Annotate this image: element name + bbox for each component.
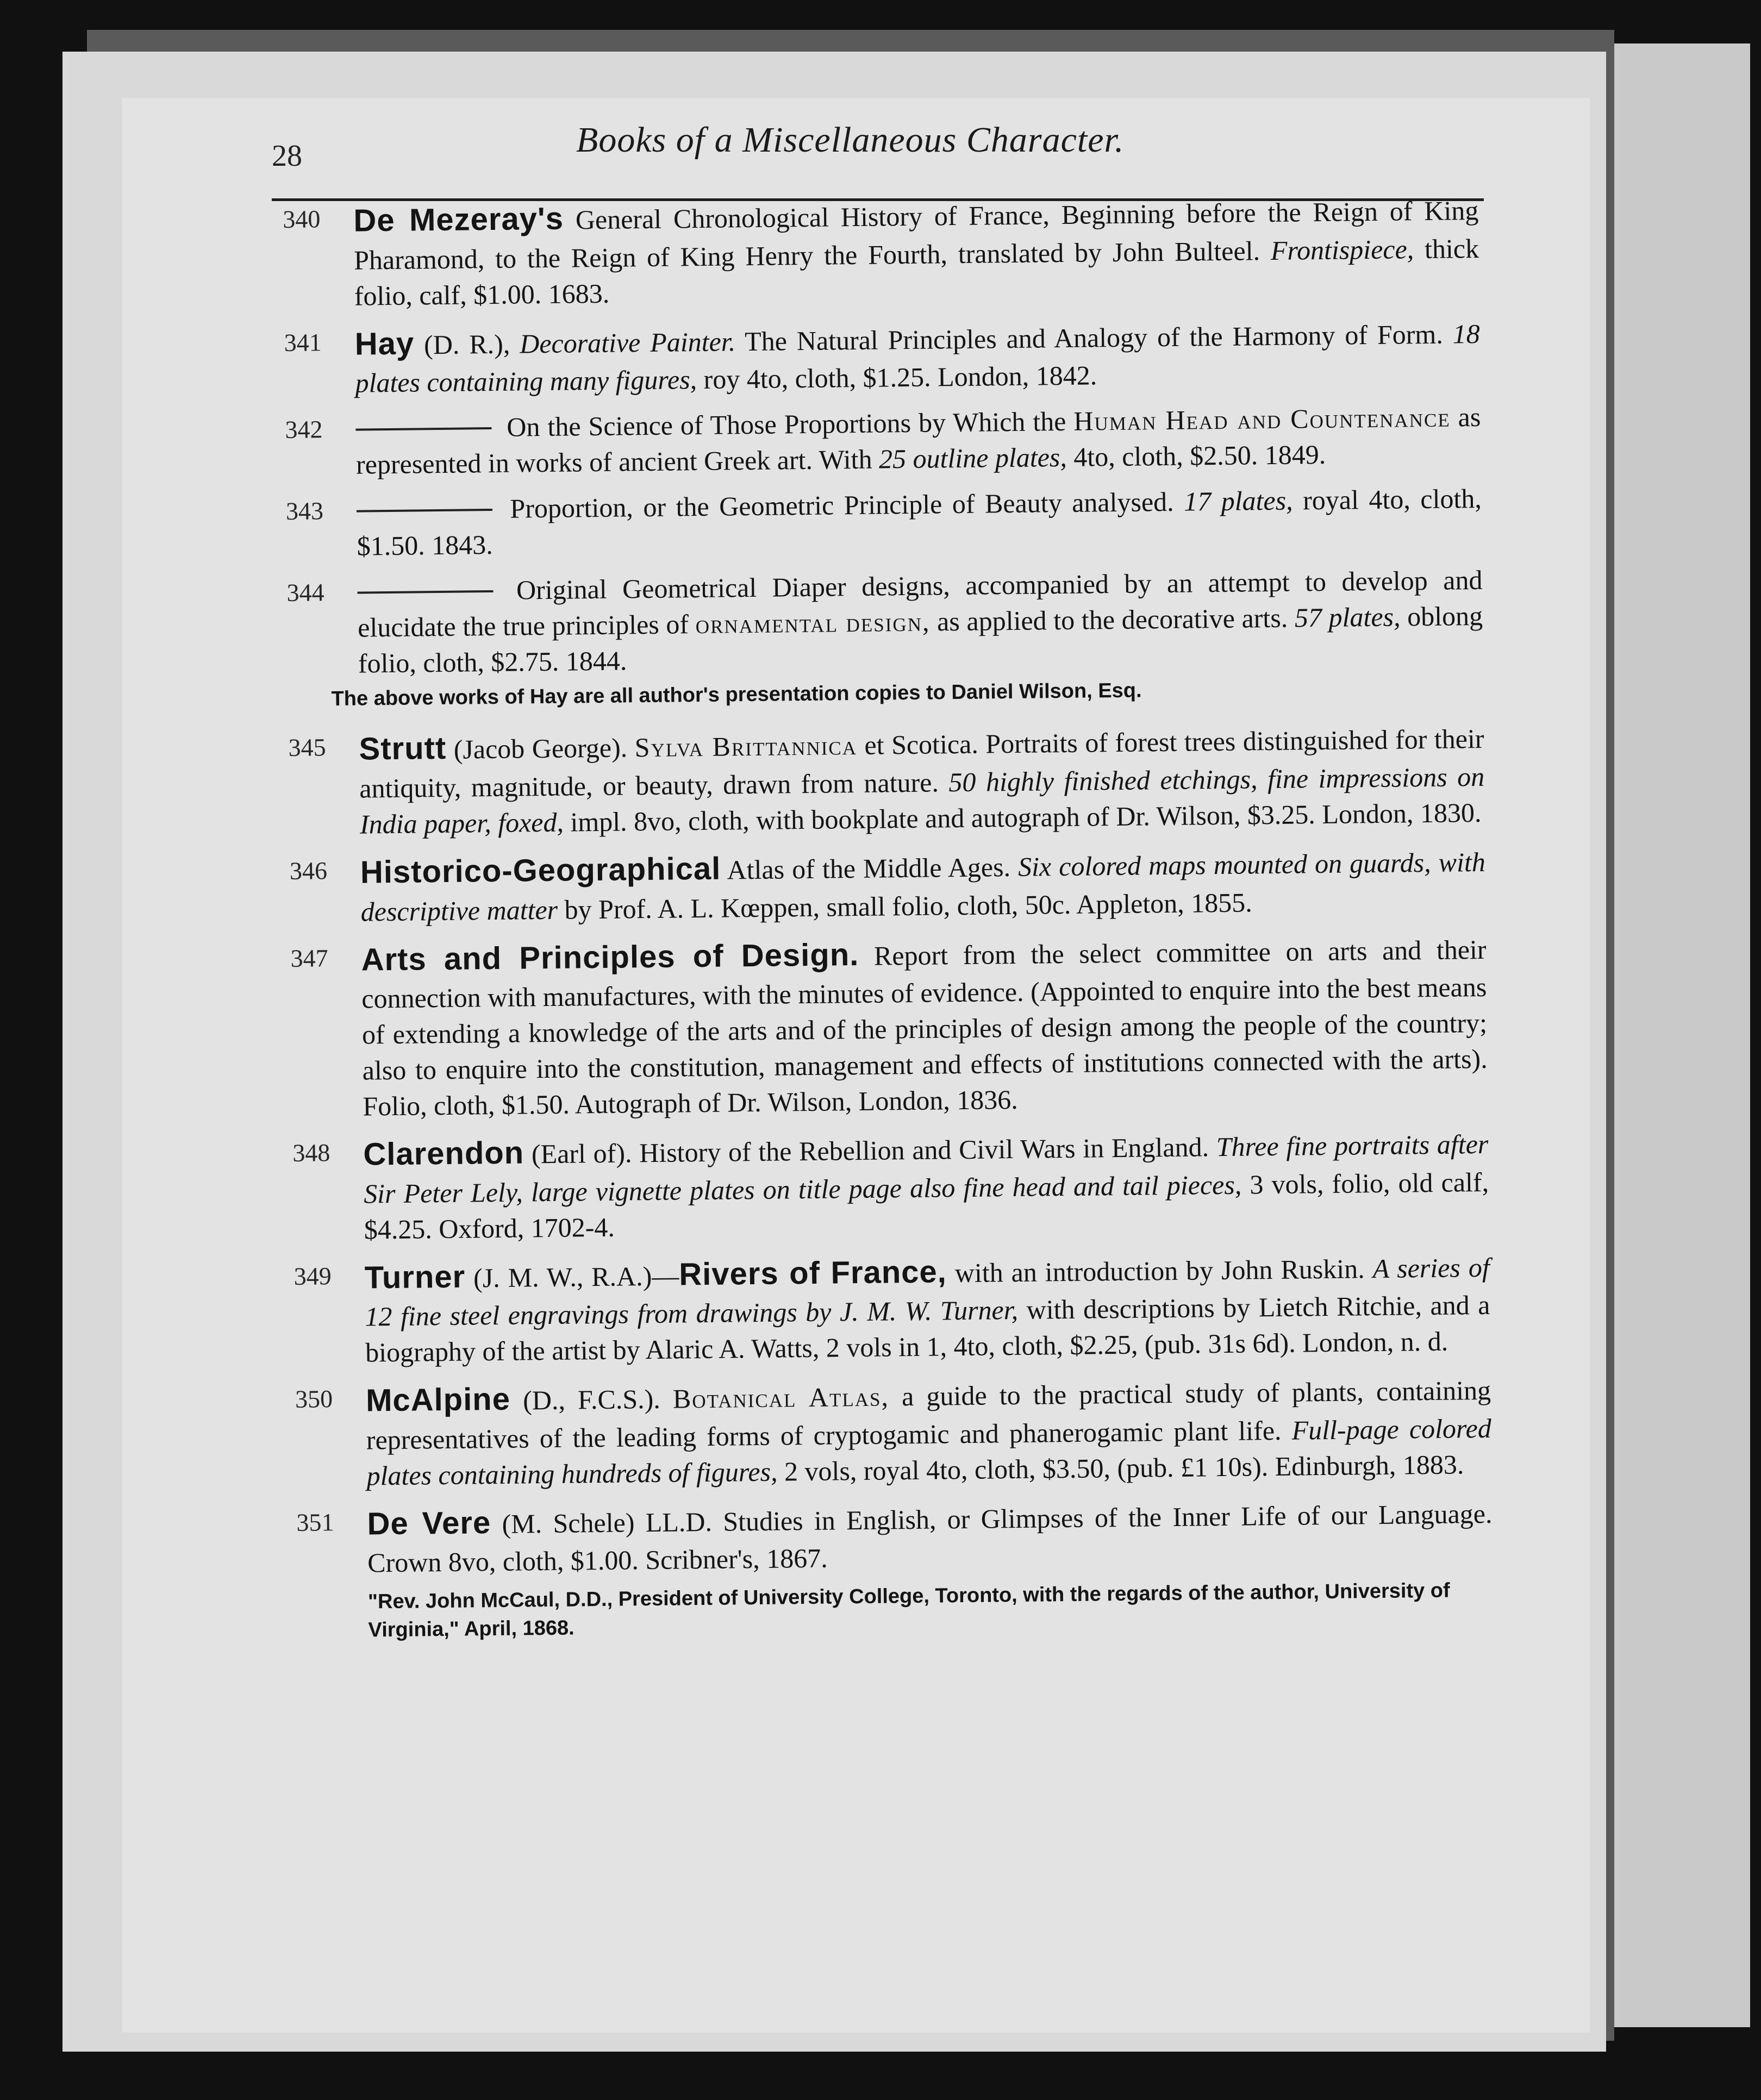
entry-small-caps: Human Head and Countenance bbox=[1073, 402, 1451, 436]
entry-text: History of the Rebellion and Civil Wars in England. bbox=[639, 1132, 1209, 1168]
entry-number: 349 bbox=[294, 1261, 332, 1290]
entry-text: a guide to the practical study of plants, containing representatives of the leading forms of cryptogamic and phanerogamic plant life. bbox=[366, 1375, 1491, 1455]
entry-author: De Vere bbox=[367, 1504, 491, 1542]
entry-author-detail: (Jacob George). bbox=[453, 732, 628, 765]
entry-number: 340 bbox=[283, 205, 321, 233]
entry-small-caps: Sylva Brittannica bbox=[634, 730, 858, 763]
entry-author-detail: (D., F.C.S.). bbox=[522, 1384, 661, 1416]
entry-text-continued: as applied to the decorative arts. bbox=[936, 602, 1288, 637]
entry-author: Historico-Geographical bbox=[360, 851, 721, 890]
entry-author: Clarendon bbox=[363, 1135, 524, 1172]
facing-page-edge bbox=[1609, 43, 1750, 2027]
catalogue-entry-340 bbox=[283, 189, 1479, 315]
entry-author: Hay bbox=[354, 326, 415, 362]
entry-italic: Three fine portraits after Sir Peter Lely, large vignette plates on title page also fine head and tail pieces, bbox=[363, 1128, 1489, 1209]
catalogue-entry-348 bbox=[292, 1122, 1489, 1248]
entry-number: 346 bbox=[289, 857, 328, 885]
entry-number: 347 bbox=[290, 943, 328, 972]
catalogue-entry-343 bbox=[286, 480, 1482, 565]
entry-number: 350 bbox=[295, 1385, 333, 1414]
ditto-dash bbox=[355, 427, 491, 431]
entry-italic: 25 outline plates, bbox=[878, 442, 1067, 474]
ditto-dash bbox=[358, 590, 494, 594]
catalogue-entry-347 bbox=[290, 927, 1488, 1125]
entry-author: Strutt bbox=[359, 730, 447, 767]
catalogue-entry-346 bbox=[290, 840, 1486, 930]
entry-title-bold: Rivers of France, bbox=[678, 1253, 947, 1292]
entry-author-detail: (Earl of). bbox=[531, 1138, 632, 1170]
entry-italic: Six colored maps mounted on guards, with descriptive matter bbox=[360, 846, 1486, 927]
entry-number: 348 bbox=[292, 1139, 330, 1167]
catalogue-entries bbox=[283, 189, 1494, 1645]
running-head bbox=[272, 109, 1484, 185]
entry-tail: by Prof. A. L. Kœppen, small folio, cloth, 50c. Appleton, 1855. bbox=[564, 886, 1252, 925]
entry-tail: roy 4to, cloth, $1.25. London, 1842. bbox=[703, 360, 1097, 395]
entry-author: De Mezeray's bbox=[353, 201, 564, 239]
entry-author-detail: (M. Schele) LL.D. bbox=[502, 1506, 713, 1539]
devere-inscription-note: "Rev. John McCaul, D.D., President of University College, Toronto, with the regards of the author, University of Virginia," April, 1868. bbox=[367, 1579, 1450, 1642]
entry-number: 351 bbox=[296, 1508, 334, 1536]
entry-tail: oblong folio, cloth, $2.75. 1844. bbox=[358, 601, 1483, 679]
entry-tail: 4to, cloth, $2.50. 1849. bbox=[1073, 439, 1326, 472]
entry-author-detail: (J. M. W., R.A.)— bbox=[473, 1260, 679, 1293]
entry-text: Studies in English, or Glimpses of the Inner Life of our Language. Crown 8vo, cloth, $1.00. Scribner's, 1867. bbox=[367, 1498, 1493, 1578]
entry-text: General Chronological History of France, Beginning before the Reign of King Pharamond, to the Reign of King Henry the Fourth, translated by John Bulteel. bbox=[353, 195, 1479, 276]
hay-presentation-note: The above works of Hay are all author's presentation copies to Daniel Wilson, Esq. bbox=[331, 679, 1142, 711]
entry-tail: impl. 8vo, cloth, with bookplate and autograph of Dr. Wilson, $3.25. London, 1830. bbox=[570, 797, 1482, 838]
entry-small-caps: ornamental design, bbox=[695, 606, 931, 640]
entry-tail: 3 vols, folio, old calf, $4.25. Oxford, 1702-4. bbox=[364, 1166, 1489, 1245]
entry-text-continued: as represented in works of ancient Greek art. With bbox=[355, 402, 1481, 480]
entry-text: Report from the select committee on arts and their connection with manufactures, with the minutes of evidence. (Appointed to enquire into the best means of extending a knowledge of the arts and of the principles of design among the people of the country; also to enquire into the constitution, management and effects of institutions connected with the arts). Folio, cloth, $1.50. Autograph of Dr. Wilson, London, 1836. bbox=[361, 934, 1488, 1122]
running-title: Books of a Miscellaneous Character. bbox=[576, 120, 1125, 160]
entry-text: with an introduction by John Ruskin. bbox=[954, 1253, 1365, 1288]
entry-tail: 2 vols, royal 4to, cloth, $3.50, (pub. £1 10s). Edinburgh, 1883. bbox=[784, 1449, 1464, 1487]
catalogue-entry-345 bbox=[288, 717, 1485, 843]
entry-tail: royal 4to, cloth, $1.50. 1843. bbox=[357, 483, 1482, 561]
entry-text: et Scotica. Portraits of forest trees distinguished for their antiquity, magnitude, or beauty, drawn from nature. bbox=[359, 723, 1484, 804]
catalogue-entry-349 bbox=[294, 1246, 1490, 1372]
entry-text: Proportion, or the Geometric Principle of Beauty analysed. bbox=[510, 486, 1174, 524]
entry-number: 343 bbox=[285, 497, 324, 526]
entry-text: The Natural Principles and Analogy of the Harmony of Form. bbox=[744, 318, 1444, 357]
catalogue-entry-344 bbox=[286, 562, 1483, 682]
entry-italic-plates: 18 plates containing many figures, bbox=[355, 318, 1480, 398]
page-number: 28 bbox=[272, 139, 302, 173]
catalogue-entry-341 bbox=[284, 311, 1480, 402]
entry-number: 342 bbox=[285, 415, 323, 444]
entry-author-detail: (D. R.), bbox=[423, 328, 510, 360]
entry-tail: thick folio, calf, $1.00. 1683. bbox=[354, 233, 1479, 311]
entry-number: 341 bbox=[284, 328, 322, 357]
entry-text: Original Geometrical Diaper designs, accompanied by an attempt to develop and elucidate the true principles of bbox=[357, 565, 1483, 643]
entry-italic: Full-page colored plates containing hundreds of figures, bbox=[366, 1412, 1492, 1491]
entry-number: 344 bbox=[286, 578, 324, 607]
entry-small-caps: Botanical Atlas, bbox=[672, 1381, 890, 1414]
entry-text: Atlas of the Middle Ages. bbox=[727, 852, 1011, 885]
catalogue-entry-350 bbox=[295, 1368, 1492, 1495]
entry-tail: with descriptions by Lietch Ritchie, and a biography of the artist by Alaric A. Watts, 2 vols in 1, 4to, cloth, $2.25, (pub. 31s 6d). London, n. d. bbox=[365, 1290, 1490, 1368]
entry-italic: 57 plates, bbox=[1294, 601, 1401, 633]
entry-author: Turner bbox=[364, 1259, 466, 1296]
entry-author: McAlpine bbox=[365, 1381, 511, 1418]
catalogue-entry-342 bbox=[285, 399, 1481, 483]
entry-author: Arts and Principles of Design. bbox=[361, 936, 859, 978]
ditto-dash bbox=[357, 509, 492, 512]
entry-text: On the Science of Those Proportions by Which the bbox=[507, 406, 1066, 442]
entry-italic: Decorative Painter. bbox=[519, 326, 736, 359]
entry-italic: 17 plates, bbox=[1183, 485, 1293, 517]
catalogue-entry-351 bbox=[296, 1492, 1493, 1582]
entry-number: 345 bbox=[288, 733, 326, 762]
entry-italic: A series of 12 fine steel engravings from drawings by J. M. W. Turner, bbox=[365, 1252, 1490, 1332]
entry-italic: Frontispiece, bbox=[1270, 233, 1414, 266]
entry-italic: 50 highly finished etchings, fine impressions on India paper, foxed, bbox=[359, 761, 1485, 840]
